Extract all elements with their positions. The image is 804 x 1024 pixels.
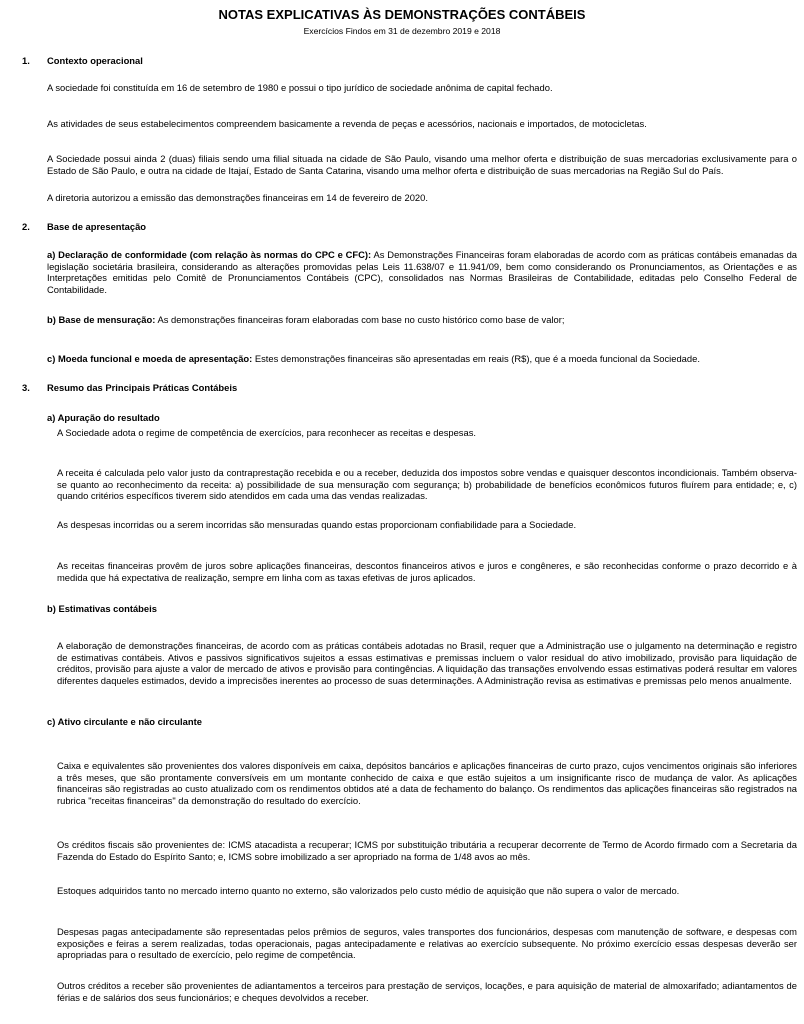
section-3c-paragraph-2: Os créditos fiscais são provenientes de: ICMS atacadista a recuperar; ICMS por substituição tributária a recuperar decorrente de Termo de Acordo firmado com a Secretaria da Fazenda do Estado do Espírito Santo; e, ICMS sobre imobilizado a ser apropriado na forma de 1/48 avos ao mês. bbox=[57, 839, 797, 862]
section-3b-title: b) Estimativas contábeis bbox=[47, 603, 157, 614]
section-3a-paragraph-3: As despesas incorridas ou a serem incorridas são mensuradas quando estas proporcionam confiabilidade para a Sociedade. bbox=[57, 519, 577, 530]
document-title: NOTAS EXPLICATIVAS ÀS DEMONSTRAÇÕES CONTÁBEIS bbox=[218, 7, 586, 22]
section-2-item-b-text: As demonstrações financeiras foram elaboradas com base no custo histórico como base de valor; bbox=[155, 314, 565, 325]
section-3b-paragraph-1: A elaboração de demonstrações financeiras, de acordo com as práticas contábeis adotadas no Brasil, requer que a Administração use o julgamento na determinação e registro de estimativas contábeis. Ativos e passivos significativos sujeitos a essas estimativas e premissas incluem o valor residual do ativo imobilizado, provisão para liquidação de créditos, provisão para ajuste a valor de mercado de ativos e provisão para contingências. A liquidação das transações envolvendo essas estimativas poderá resultar em valores diferentes daqueles estimados, devido a imprecisões inerentes ao processo de suas determinações. A Administração revisa as estimativas e premissas pelo menos anualmente. bbox=[57, 640, 797, 686]
section-3-title: Resumo das Principais Práticas Contábeis bbox=[47, 382, 238, 393]
section-2-item-b bbox=[47, 314, 797, 326]
section-3a-paragraph-2: A receita é calculada pelo valor justo da contraprestação recebida e ou a receber, deduzida dos impostos sobre vendas e quaisquer descontos incondicionais. Também observa-se quanto ao reconhecimento da receita: a) possibilidade de sua mensuração com segurança; b) probabilidade de benefícios econômicos futuros fluírem para entidade; e, c) quando critérios específicos tiverem sido atendidos em cada uma das vendas realizadas. bbox=[57, 467, 797, 502]
section-3-number: 3. bbox=[22, 382, 30, 393]
section-2-item-a bbox=[47, 249, 797, 295]
section-3c-paragraph-1: Caixa e equivalentes são provenientes dos valores disponíveis em caixa, depósitos bancários e aplicações financeiras de curto prazo, cujos vencimentos originais são inferiores a três meses, que são prontamente conversíveis em um montante conhecido de caixa e que estão sujeitos a um insignificante risco de mudança de valor. As aplicações financeiras são registradas ao custo atualizado com os rendimentos obtidos até a data de fechamento do balanço. Os rendimentos das aplicações financeiras são registrados na rubrica "receitas financeiras" da demonstração do resultado do exercício. bbox=[57, 760, 797, 806]
document-subtitle: Exercícios Findos em 31 de dezembro 2019 e 2018 bbox=[303, 26, 501, 36]
section-3a-paragraph-4: As receitas financeiras provêm de juros sobre aplicações financeiras, descontos financeiros ativos e juros e congêneres, e são reconhecidas conforme o prazo decorrido e à medida que há expectativa de realização, sempre em linha com as taxas efetivas de juros aplicados. bbox=[57, 560, 797, 583]
section-3c-title: c) Ativo circulante e não circulante bbox=[47, 716, 202, 727]
section-2-item-b-label: b) Base de mensuração: bbox=[47, 314, 156, 325]
section-3c-paragraph-5: Outros créditos a receber são provenientes de adiantamentos a terceiros para prestação de serviços, locações, e para aquisição de material de almoxarifado; adiantamentos de férias e de salários dos seus funcionários; e cheques devolvidos a receber. bbox=[57, 980, 797, 1003]
section-2-item-c bbox=[47, 353, 797, 365]
section-3c-paragraph-3: Estoques adquiridos tanto no mercado interno quanto no externo, são valorizados pelo custo médio de aquisição que não supera o valor de mercado. bbox=[57, 885, 680, 896]
section-1-paragraph-2: As atividades de seus estabelecimentos compreendem basicamente a revenda de peças e acessórios, nacionais e importados, de motocicletas. bbox=[47, 118, 647, 129]
section-1-paragraph-3: A Sociedade possui ainda 2 (duas) filiais sendo uma filial situada na cidade de São Paulo, visando uma melhor oferta e distribuição de suas mercadorias exclusivamente para o Estado de São Paulo, e outra na cidade de Itajaí, Estado de Santa Catarina, visando uma melhor oferta e distribuição de suas mercadorias na Região Sul do País. bbox=[47, 153, 797, 176]
section-1-number: 1. bbox=[22, 55, 30, 66]
section-2-item-c-label: c) Moeda funcional e moeda de apresentação: bbox=[47, 353, 253, 364]
section-2-item-a-label: a) Declaração de conformidade (com relação às normas do CPC e CFC): bbox=[47, 249, 372, 260]
section-1-paragraph-1: A sociedade foi constituída em 16 de setembro de 1980 e possui o tipo jurídico de sociedade anônima de capital fechado. bbox=[47, 82, 553, 93]
section-2-item-c-text: Estes demonstrações financeiras são apresentadas em reais (R$), que é a moeda funcional da Sociedade. bbox=[252, 353, 700, 364]
section-1-paragraph-4: A diretoria autorizou a emissão das demonstrações financeiras em 14 de fevereiro de 2020. bbox=[47, 192, 428, 203]
section-3c-paragraph-4: Despesas pagas antecipadamente são representadas pelos prêmios de seguros, vales transportes dos funcionários, despesas com manutenção de software, e despesas com exposições e feiras a serem realizadas, todas operacionais, pagas antecipadamente e relativas ao exercício subsequente. No próximo exercício essas despesas deverão ser apropriadas para o resultado de exercício, pelo regime de competência. bbox=[57, 926, 797, 961]
section-1-title: Contexto operacional bbox=[47, 55, 143, 66]
section-3a-paragraph-1: A Sociedade adota o regime de competência de exercícios, para reconhecer as receitas e despesas. bbox=[57, 427, 476, 438]
section-2-number: 2. bbox=[22, 221, 30, 232]
section-2-title: Base de apresentação bbox=[47, 221, 147, 232]
section-3a-title: a) Apuração do resultado bbox=[47, 412, 160, 423]
section-2-item-a-text: As Demonstrações Financeiras foram elaboradas de acordo com as práticas contábeis emanadas da legislação societária brasileira, considerando as alterações promovidas pelas Leis 11.638/07 e 11.941/09, bem como considerando os Pronunciamentos, as Orientações e as Interpretações emitidas pelo Comitê de Pronunciamentos Contábeis (CPC), consolidados nas Normas Brasileiras de Contabilidade, editadas pelo Conselho Federal de Contabilidade. bbox=[47, 249, 797, 295]
